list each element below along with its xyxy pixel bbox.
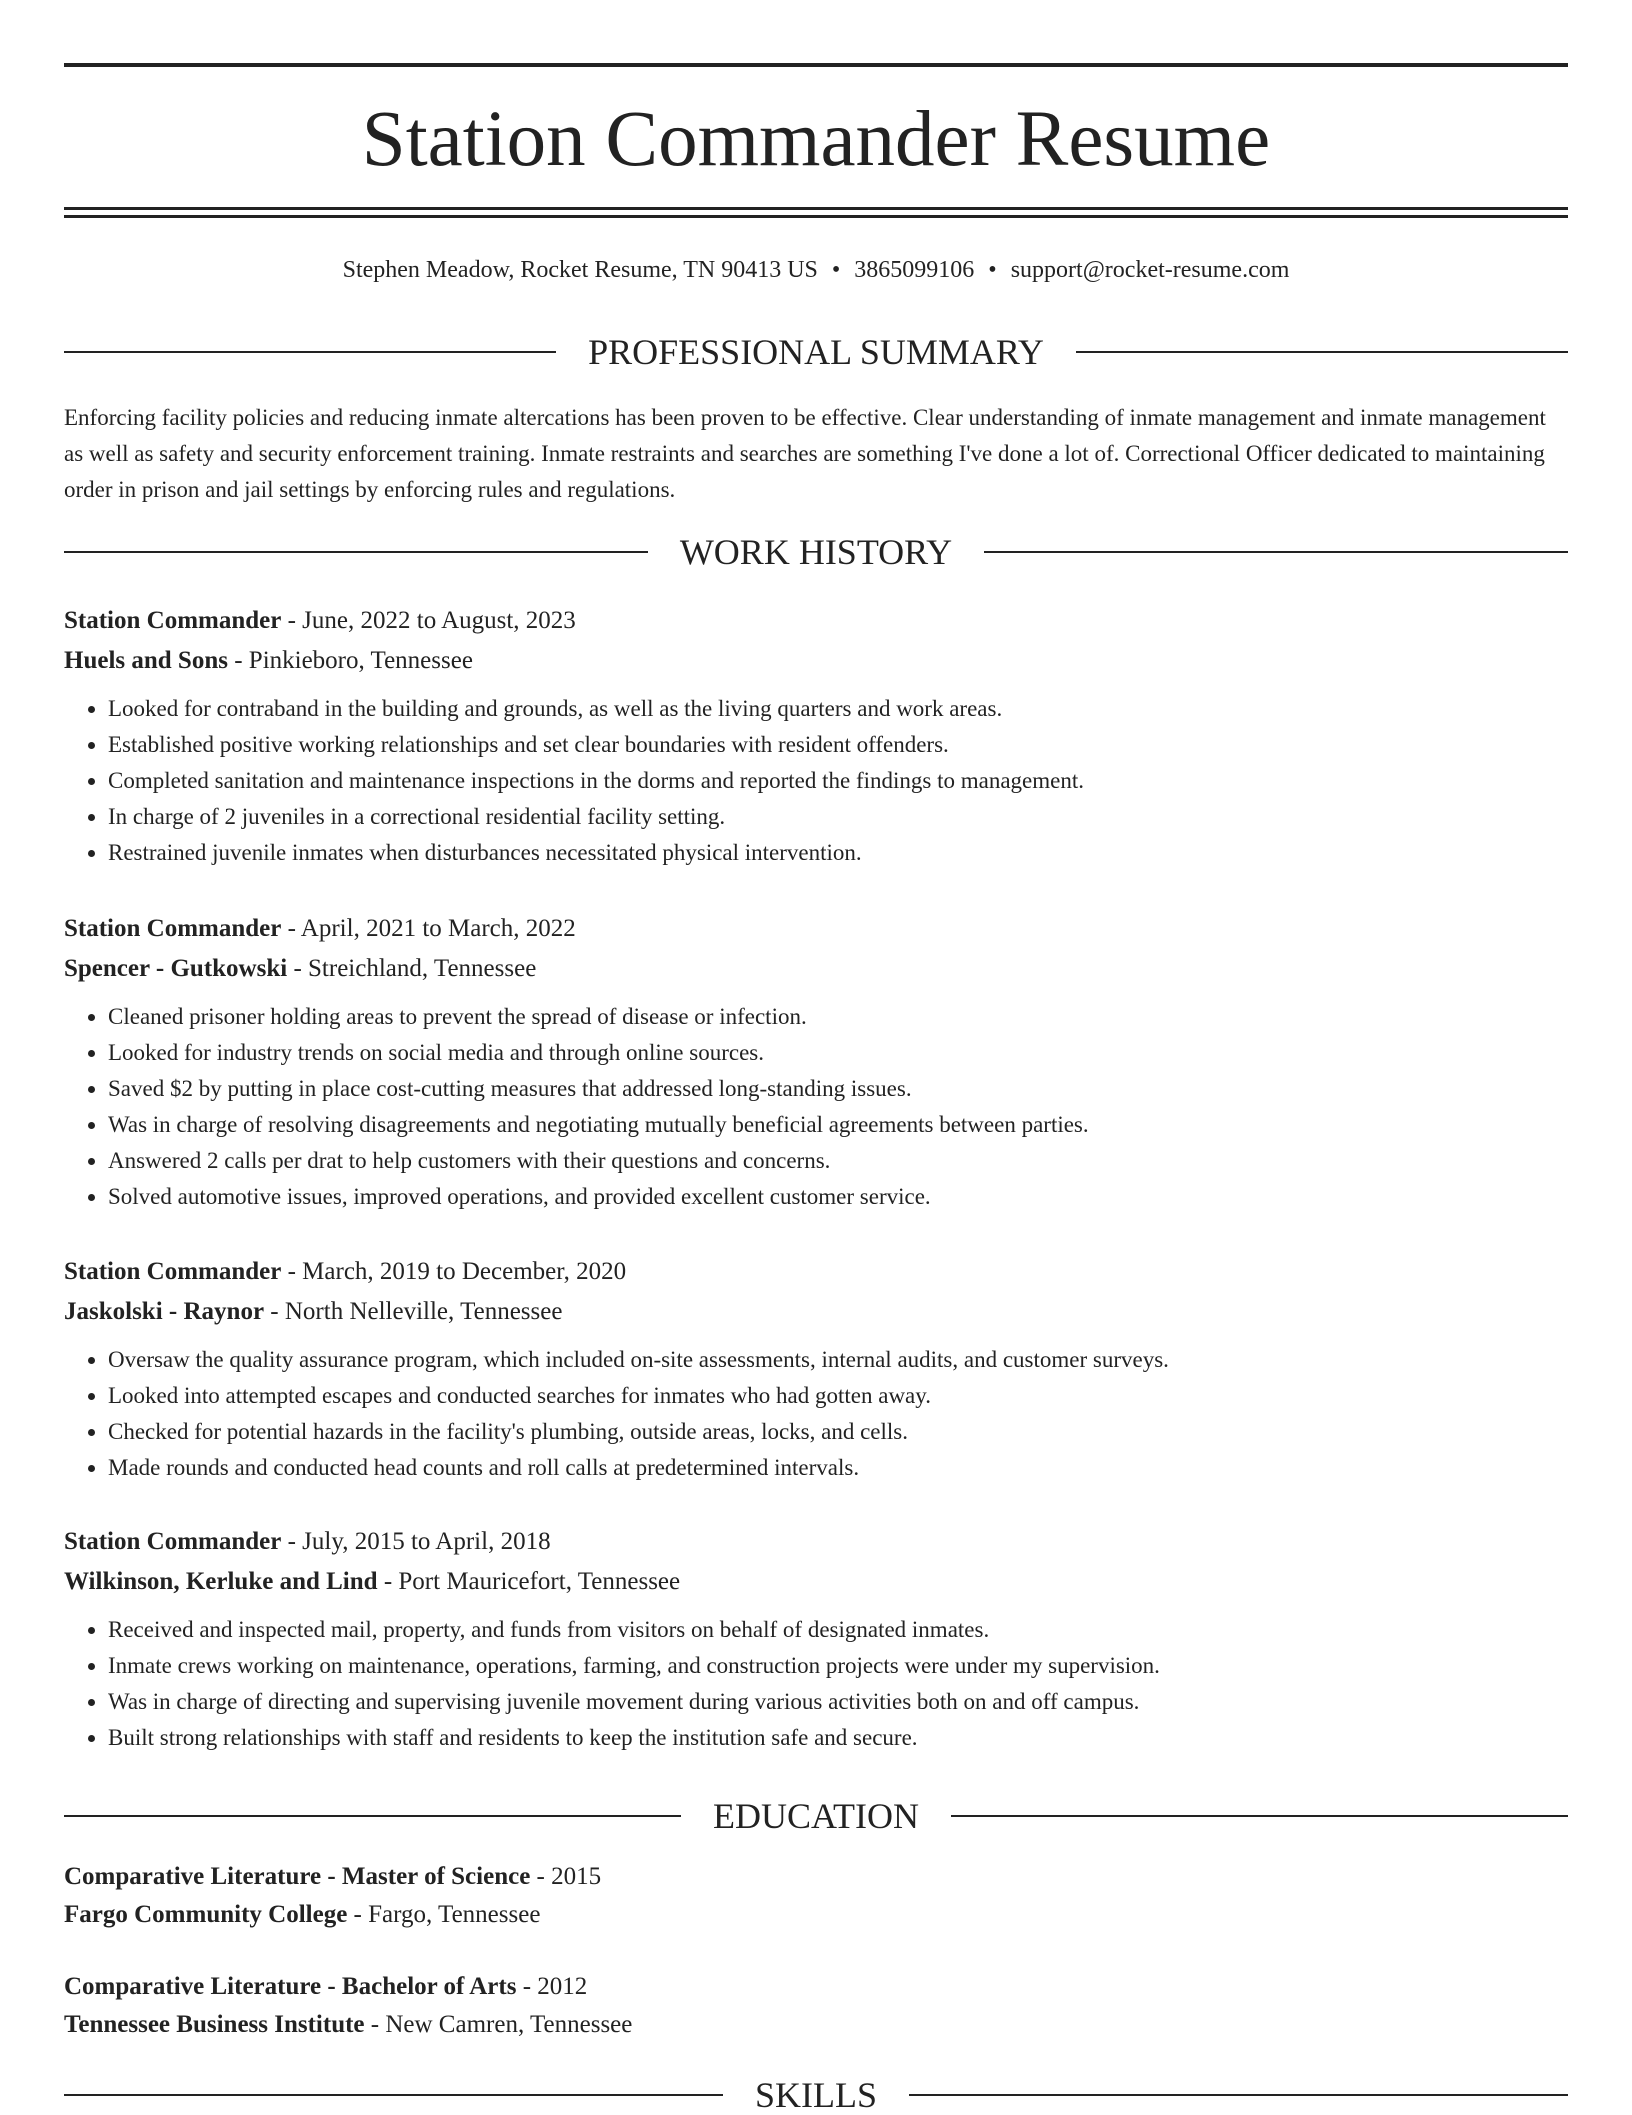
header-double-rule-top <box>64 207 1568 210</box>
job-company: Jaskolski - Raynor <box>64 1298 265 1325</box>
job-bullet: • Solved automotive issues, improved operations, and provided excellent customer service. <box>108 1179 1568 1215</box>
contact-separator: • <box>988 257 997 283</box>
education-degree: Comparative Literature - Master of Science <box>64 1863 531 1890</box>
job-dates: - June, 2022 to August, 2023 <box>281 607 576 634</box>
section-heading-education <box>64 1796 1568 1836</box>
section-heading-work-history <box>64 532 1568 572</box>
job-bullet: • Made rounds and conducted head counts and roll calls at predetermined intervals. <box>108 1450 1568 1486</box>
job-bullet: • Looked for contraband in the building and grounds, as well as the living quarters and work areas. <box>108 691 1568 727</box>
contact-address: Stephen Meadow, Rocket Resume, TN 90413 US <box>342 257 818 283</box>
summary-text: Enforcing facility policies and reducing inmate altercations has been proven to be effective. Clear understanding of inmate management and inmate management as well as safety and security enforcement training. Inmate restraints and searches are something I've done a lot of. Correctional Officer dedicated to maintaining order in prison and jail settings by enforcing rules and regulations. <box>64 405 1546 502</box>
job-bullet: • In charge of 2 juveniles in a correctional residential facility setting. <box>108 799 1568 835</box>
education-degree: Comparative Literature - Bachelor of Arts <box>64 1973 517 2000</box>
contact-phone: 3865099106 <box>854 257 975 283</box>
job-bullet: • Saved $2 by putting in place cost-cutting measures that addressed long-standing issues. <box>108 1071 1568 1107</box>
job-location: - North Nelleville, Tennessee <box>264 1298 563 1325</box>
job-bullet: • Looked into attempted escapes and conducted searches for inmates who had gotten away. <box>108 1378 1568 1414</box>
job-dates: - July, 2015 to April, 2018 <box>281 1528 551 1555</box>
education-school: Tennessee Business Institute <box>64 2011 365 2038</box>
job-bullet: • Oversaw the quality assurance program, which included on-site assessments, internal audits, and customer surveys. <box>108 1342 1568 1378</box>
job-title-line <box>64 601 1568 641</box>
job-entry <box>64 601 1568 871</box>
job-dates: - March, 2019 to December, 2020 <box>281 1258 627 1285</box>
section-divider-line <box>984 551 1568 553</box>
job-company-line <box>64 1292 1568 1332</box>
job-title-line <box>64 1252 1568 1292</box>
job-title: Station Commander <box>64 607 282 634</box>
section-divider-line <box>951 1815 1568 1817</box>
job-bullet: • Inmate crews working on maintenance, operations, farming, and construction projects were under my supervision. <box>108 1648 1568 1684</box>
education-school-line <box>64 2006 1568 2044</box>
job-company-line <box>64 1562 1568 1602</box>
job-entry <box>64 1522 1568 1756</box>
job-entry <box>64 1252 1568 1486</box>
contact-email: support@rocket-resume.com <box>1010 257 1290 283</box>
education-degree-line <box>64 1968 1568 2006</box>
section-divider-line <box>64 551 648 553</box>
job-bullet: • Answered 2 calls per drat to help customers with their questions and concerns. <box>108 1143 1568 1179</box>
job-company: Wilkinson, Kerluke and Lind <box>64 1568 378 1595</box>
job-bullet-list <box>64 1612 1568 1756</box>
section-divider-line <box>64 2094 723 2096</box>
contact-line <box>0 254 1632 286</box>
job-entry <box>64 909 1568 1215</box>
job-bullet: • Was in charge of resolving disagreements and negotiating mutually beneficial agreements between parties. <box>108 1107 1568 1143</box>
education-degree-line <box>64 1858 1568 1896</box>
job-bullet: • Received and inspected mail, property, and funds from visitors on behalf of designated inmates. <box>108 1612 1568 1648</box>
job-bullet-list <box>64 691 1568 871</box>
section-divider-line <box>64 1815 681 1817</box>
job-title-line <box>64 1522 1568 1562</box>
section-title: WORK HISTORY <box>679 532 953 572</box>
section-heading-summary <box>64 332 1568 372</box>
job-bullet: • Was in charge of directing and supervising juvenile movement during various activities both on and off campus. <box>108 1684 1568 1720</box>
section-heading-skills <box>64 2075 1568 2115</box>
job-company-line <box>64 949 1568 989</box>
job-bullet: • Cleaned prisoner holding areas to prevent the spread of disease or infection. <box>108 999 1568 1035</box>
contact-separator: • <box>831 257 841 283</box>
section-divider-line <box>64 351 556 353</box>
header-double-rule-bottom <box>64 215 1568 218</box>
section-title: SKILLS <box>755 2075 878 2115</box>
job-bullet-list <box>64 1342 1568 1486</box>
job-location: - Port Mauricefort, Tennessee <box>377 1568 681 1595</box>
job-bullet-list <box>64 999 1568 1215</box>
job-dates: - April, 2021 to March, 2022 <box>281 915 576 942</box>
job-bullet: • Established positive working relationships and set clear boundaries with resident offenders. <box>108 727 1568 763</box>
section-divider-line <box>909 2094 1568 2096</box>
education-year: - 2015 <box>530 1863 602 1890</box>
resume-title: Station Commander Resume <box>361 96 1271 183</box>
education-entry <box>64 1858 1568 1934</box>
job-title-line <box>64 909 1568 949</box>
job-title: Station Commander <box>64 1258 282 1285</box>
job-location: - Pinkieboro, Tennessee <box>227 647 473 674</box>
education-entry <box>64 1968 1568 2044</box>
section-title: EDUCATION <box>713 1796 919 1836</box>
education-school-line <box>64 1896 1568 1934</box>
job-company: Huels and Sons <box>64 647 228 674</box>
job-bullet: • Completed sanitation and maintenance inspections in the dorms and reported the findings to management. <box>108 763 1568 799</box>
job-bullet: • Checked for potential hazards in the facility's plumbing, outside areas, locks, and cells. <box>108 1414 1568 1450</box>
education-school: Fargo Community College <box>64 1901 348 1928</box>
education-location: - Fargo, Tennessee <box>347 1901 541 1928</box>
education-year: - 2012 <box>516 1973 588 2000</box>
job-company-line <box>64 641 1568 681</box>
education-location: - New Camren, Tennessee <box>364 2011 633 2038</box>
job-title: Station Commander <box>64 915 282 942</box>
job-bullet: • Built strong relationships with staff and residents to keep the institution safe and secure. <box>108 1720 1568 1756</box>
section-divider-line <box>1076 351 1568 353</box>
job-bullet: • Looked for industry trends on social media and through online sources. <box>108 1035 1568 1071</box>
job-company: Spencer - Gutkowski <box>64 955 288 982</box>
job-bullet: • Restrained juvenile inmates when disturbances necessitated physical intervention. <box>108 835 1568 871</box>
section-title: PROFESSIONAL SUMMARY <box>588 332 1044 372</box>
job-location: - Streichland, Tennessee <box>287 955 537 982</box>
header-top-rule <box>64 63 1568 67</box>
job-title: Station Commander <box>64 1528 282 1555</box>
